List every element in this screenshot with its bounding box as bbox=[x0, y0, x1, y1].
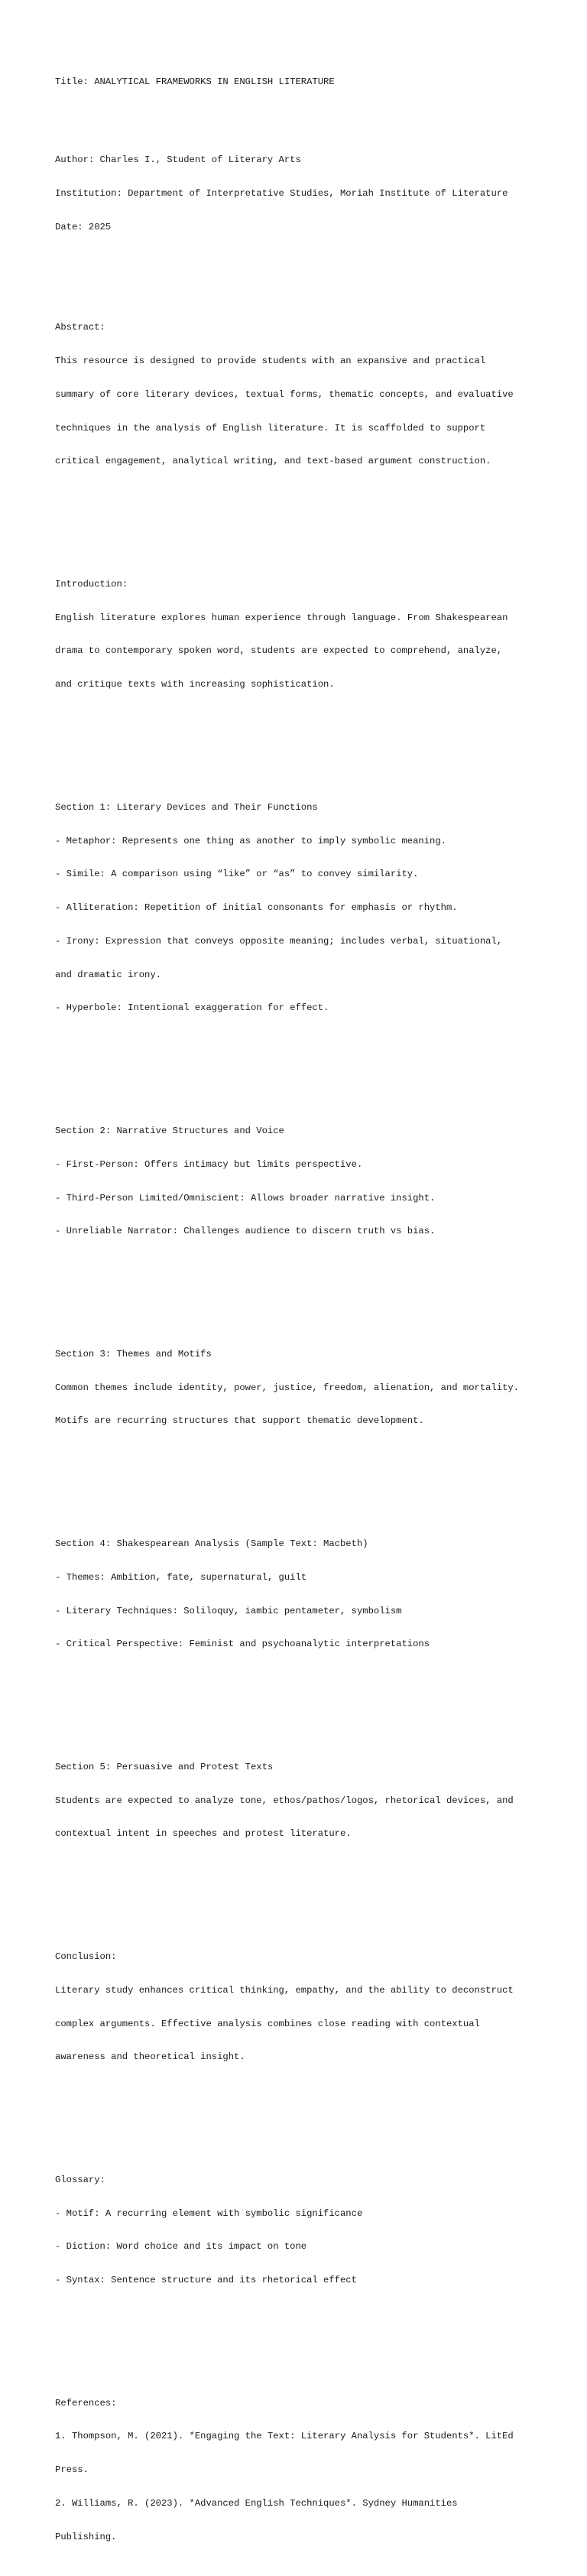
institution-line: Institution: Department of Interpretative Studies, Moriah Institute of Literature bbox=[55, 188, 508, 200]
abstract-heading: Abstract: bbox=[55, 322, 105, 333]
section-4-line: - Themes: Ambition, fate, supernatural, guilt bbox=[55, 1571, 307, 1583]
section-2 bbox=[55, 1103, 559, 1259]
spacer bbox=[55, 1694, 559, 1706]
glossary-line: - Motif: A recurring element with symbolic significance bbox=[55, 2207, 363, 2219]
introduction-line: drama to contemporary spoken word, students are expected to comprehend, analyze, bbox=[55, 645, 503, 657]
section-3-line: Common themes include identity, power, justice, freedom, alienation, and mortality. bbox=[55, 1382, 520, 1393]
section-2-heading: Section 2: Narrative Structures and Voice bbox=[55, 1126, 284, 1136]
abstract-line: techniques in the analysis of English literature. It is scaffolded to support bbox=[55, 422, 486, 434]
spacer bbox=[55, 1282, 559, 1293]
section-1-line: - Hyperbole: Intentional exaggeration for effect. bbox=[55, 1002, 329, 1014]
spacer bbox=[55, 1471, 559, 1483]
section-2-line: - Unreliable Narrator: Challenges audience to discern truth vs bias. bbox=[55, 1226, 436, 1237]
spacer bbox=[55, 1884, 559, 1895]
author-line: Author: Charles I., Student of Literary Arts bbox=[55, 154, 301, 166]
reference-line: Press. bbox=[55, 2464, 89, 2476]
references-heading: References: bbox=[55, 2397, 117, 2409]
introduction-section bbox=[55, 557, 559, 713]
conclusion-line: complex arguments. Effective analysis combines close reading with contextual bbox=[55, 2018, 480, 2029]
glossary-section bbox=[55, 2152, 559, 2308]
spacer bbox=[55, 1058, 559, 1070]
section-1-line: - Metaphor: Represents one thing as another to imply symbolic meaning. bbox=[55, 835, 446, 846]
conclusion-line: Literary study enhances critical thinking, empathy, and the ability to deconstruct bbox=[55, 1984, 514, 1996]
section-4-line: - Literary Techniques: Soliloquy, iambic pentameter, symbolism bbox=[55, 1605, 402, 1616]
spacer bbox=[55, 110, 559, 122]
reference-line: 2. Williams, R. (2023). *Advanced English Techniques*. Sydney Humanities bbox=[55, 2498, 458, 2509]
section-5-line: Students are expected to analyze tone, ethos/pathos/logos, rhetorical devices, and bbox=[55, 1795, 514, 1806]
reference-line: Publishing. bbox=[55, 2531, 117, 2542]
section-1 bbox=[55, 780, 559, 1037]
section-3-heading: Section 3: Themes and Motifs bbox=[55, 1348, 212, 1359]
spacer bbox=[55, 735, 559, 746]
section-5-line: contextual intent in speeches and protest literature. bbox=[55, 1828, 352, 1840]
date-line: Date: 2025 bbox=[55, 221, 112, 232]
section-4 bbox=[55, 1516, 559, 1672]
section-4-line: - Critical Perspective: Feminist and psychoanalytic interpretations bbox=[55, 1639, 430, 1650]
section-4-heading: Section 4: Shakespearean Analysis (Sample Text: Macbeth) bbox=[55, 1538, 368, 1549]
spacer bbox=[55, 255, 559, 267]
section-2-line: - First-Person: Offers intimacy but limits perspective. bbox=[55, 1158, 363, 1170]
abstract-line: critical engagement, analytical writing, and text-based argument construction. bbox=[55, 456, 491, 467]
glossary-line: - Diction: Word choice and its impact on tone bbox=[55, 2241, 307, 2253]
document-page bbox=[55, 54, 559, 2576]
section-3-line: Motifs are recurring structures that support thematic development. bbox=[55, 1415, 424, 1427]
document-title: Title: ANALYTICAL FRAMEWORKS IN ENGLISH LITERATURE bbox=[55, 76, 335, 88]
spacer bbox=[55, 2107, 559, 2119]
conclusion-heading: Conclusion: bbox=[55, 1951, 117, 1962]
abstract-line: This resource is designed to provide students with an expansive and practical bbox=[55, 356, 486, 367]
section-1-line: - Simile: A comparison using “like” or “as” to convey similarity. bbox=[55, 869, 419, 880]
conclusion-section bbox=[55, 1929, 559, 2085]
conclusion-line: awareness and theoretical insight. bbox=[55, 2051, 245, 2063]
section-2-line: - Third-Person Limited/Omniscient: Allows broader narrative insight. bbox=[55, 1192, 436, 1204]
section-5 bbox=[55, 1740, 559, 1863]
introduction-line: English literature explores human experience through language. From Shakespearean bbox=[55, 612, 508, 623]
spacer bbox=[55, 512, 559, 523]
section-1-line: and dramatic irony. bbox=[55, 969, 161, 980]
glossary-heading: Glossary: bbox=[55, 2174, 105, 2185]
references-section bbox=[55, 2376, 559, 2565]
section-5-heading: Section 5: Persuasive and Protest Texts bbox=[55, 1761, 274, 1772]
introduction-line: and critique texts with increasing sophistication. bbox=[55, 679, 335, 690]
section-1-line: - Alliteration: Repetition of initial consonants for emphasis or rhythm. bbox=[55, 902, 458, 914]
section-1-line: - Irony: Expression that conveys opposite meaning; includes verbal, situational, bbox=[55, 935, 503, 947]
section-1-heading: Section 1: Literary Devices and Their Functions bbox=[55, 801, 318, 813]
reference-line: 1. Thompson, M. (2021). *Engaging the Text: Literary Analysis for Students*. LitEd bbox=[55, 2431, 514, 2442]
spacer bbox=[55, 2331, 559, 2342]
glossary-line: - Syntax: Sentence structure and its rhetorical effect bbox=[55, 2275, 357, 2286]
section-3 bbox=[55, 1327, 559, 1450]
introduction-heading: Introduction: bbox=[55, 578, 128, 590]
abstract-line: summary of core literary devices, textual forms, thematic concepts, and evaluative bbox=[55, 388, 514, 400]
abstract-section bbox=[55, 300, 559, 489]
